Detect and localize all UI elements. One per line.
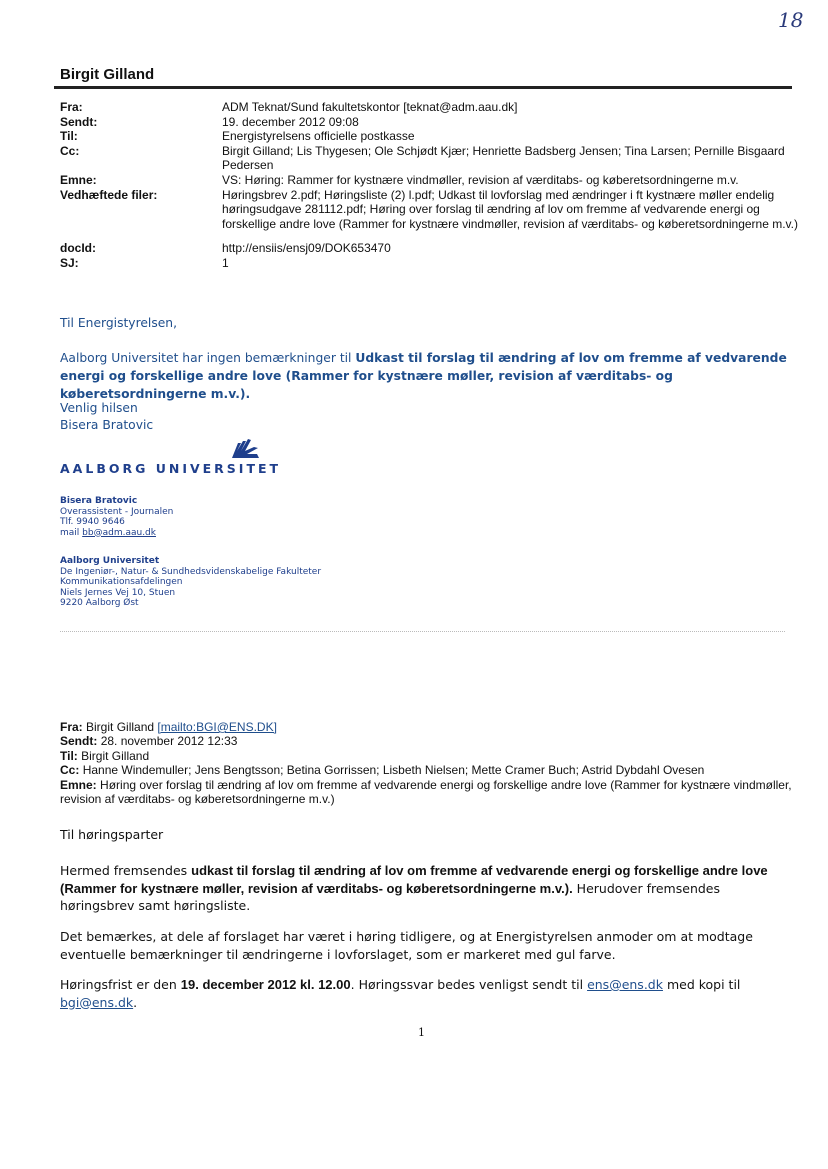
fwd-from-label: Fra: — [60, 720, 83, 734]
fwd-to-value: Birgit Gilland — [81, 748, 150, 763]
reply-text: Aalborg Universitet har ingen bemærkninger til — [60, 351, 352, 365]
body-paragraph-deadline — [60, 976, 800, 1011]
attachments-list[interactable]: Høringsbrev 2.pdf; Høringsliste (2) l.pdf; Udkast til lovforslag med ændringer i ft kystnære møller endelig høringsudgave 281112.pdf; Høring over forslag til ændring af lov om fremme af vedvarende energi og forskellige andre love (Rammer for kystnære vindmøller, revision af værditabs- og køberetsordningerne m.v.) — [222, 187, 798, 231]
header-rule — [54, 86, 792, 89]
signature-title: Overassistent - Journalen — [60, 506, 174, 517]
fwd-mailto-link[interactable]: [mailto:BGI@ENS.DK] — [157, 720, 277, 734]
fwd-subject-label: Emne: — [60, 777, 97, 792]
signature-name: Bisera Bratovic — [60, 496, 138, 506]
signature-org: Aalborg Universitet — [60, 556, 160, 566]
signature-address — [60, 556, 321, 609]
signature-contact — [60, 496, 173, 538]
page-number: 1 — [418, 1026, 425, 1039]
p4-mid2: med kopi til — [666, 977, 741, 992]
header-value: 1 — [222, 255, 229, 270]
header-row-sent — [60, 115, 800, 130]
handwritten-page-mark: 18 — [778, 8, 804, 32]
fwd-cc-label: Cc: — [60, 763, 80, 778]
fwd-cc-value: Hanne Windemuller; Jens Bengtsson; Betina Gorrissen; Lisbeth Nielsen; Mette Cramer Buch; Astrid Dybdahl Ovesen — [82, 763, 705, 778]
bgi-email-link[interactable]: bgi@ens.dk — [60, 994, 134, 1010]
deadline-date: 19. december 2012 kl. 12.00 — [180, 977, 351, 992]
header-row-attachments — [60, 188, 800, 232]
header-row-to — [60, 129, 800, 144]
ens-email-link[interactable]: ens@ens.dk — [587, 977, 663, 992]
p4-end: . — [133, 994, 138, 1010]
docid-value: http://ensiis/ensj09/DOK653470 — [222, 241, 391, 256]
header-row-docid — [60, 241, 800, 256]
header-label: SJ: — [60, 255, 79, 270]
forwarded-header — [60, 720, 800, 806]
header-label: Til: — [60, 129, 78, 144]
fwd-to-label: Til: — [60, 748, 78, 763]
p4-mid: . Høringssvar bedes venligst sendt til — [350, 977, 584, 992]
fwd-from-name: Birgit Gilland — [86, 720, 155, 734]
header-value: VS: Høring: Rammer for kystnære vindmøller, revision af værditabs- og køberetsordningerne m.v. — [222, 172, 739, 187]
reply-closing — [60, 400, 153, 434]
header-value: ADM Teknat/Sund fakultetskontor [teknat@adm.aau.dk] — [222, 100, 518, 114]
reply-bold-text: Udkast til forslag til ændring af lov om fremme af vedvarende energi og forskellige andre love (Rammer for kystnære møller, revision af værditabs- og køberetsordningerne m.v.). — [60, 351, 787, 401]
header-row-sj — [60, 256, 800, 271]
header-row-from — [60, 100, 800, 115]
body-paragraph-submission — [60, 862, 795, 915]
reply-salutation: Til Energistyrelsen, — [60, 316, 178, 330]
p2-tail: Herudover fremsendes høringsbrev samt høringsliste. — [60, 880, 721, 913]
fwd-sent-value: 28. november 2012 12:33 — [100, 734, 238, 749]
signature-phone: Tlf. 9940 9646 — [60, 517, 125, 527]
header-label: Emne: — [60, 172, 97, 187]
p2-lead: Hermed fremsendes — [60, 863, 188, 878]
signer-name: Bisera Bratovic — [60, 418, 154, 432]
closing-text: Venlig hilsen — [60, 401, 138, 415]
signature-city: 9220 Aalborg Øst — [60, 598, 139, 608]
header-value: Birgit Gilland; Lis Thygesen; Ole Schjødt Kjær; Henriette Badsberg Jensen; Tina Larsen; Pernille Bisgaard Pedersen — [222, 143, 785, 173]
signature-mail-label: mail — [60, 527, 80, 538]
header-value: 19. december 2012 09:08 — [222, 114, 359, 129]
header-label: Fra: — [60, 100, 83, 114]
p2-bold: udkast til forslag til ændring af lov om fremme af vedvarende energi og forskellige andre love (Rammer for kystnære møller, revision af værditabs- og køberetsordningerne m.v.). — [60, 863, 768, 896]
body-greeting: Til høringsparter — [60, 827, 164, 842]
fwd-sent-label: Sendt: — [60, 734, 98, 749]
signature-street: Niels Jernes Vej 10, Stuen — [60, 587, 176, 598]
header-row-subject — [60, 173, 800, 188]
signature-dept: Kommunikationsafdelingen — [60, 577, 183, 587]
p4-lead: Høringsfrist er den — [60, 977, 177, 992]
header-label: Cc: — [60, 143, 80, 158]
reply-paragraph — [60, 349, 800, 403]
header-label: Sendt: — [60, 114, 98, 129]
signature-faculty: De Ingeniør-, Natur- & Sundhedsvidenskabelige Fakulteter — [60, 566, 322, 577]
header-label: docId: — [60, 241, 96, 256]
university-logo-icon — [229, 437, 261, 459]
sender-name: Birgit Gilland — [60, 66, 155, 83]
header-label: Vedhæftede filer: — [60, 187, 158, 202]
email-header — [60, 100, 800, 271]
header-row-cc — [60, 144, 800, 173]
fwd-subject-value: Høring over forslag til ændring af lov om fremme af vedvarende energi og forskellige andre love (Rammer for kystnære vindmøller, revision af værditabs- og køberetsordningerne m.v.) — [60, 777, 792, 807]
signature-email-link[interactable]: bb@adm.aau.dk — [82, 527, 156, 538]
body-paragraph-note: Det bemærkes, at dele af forslaget har været i høring tidligere, og at Energistyrelsen anmoder om at modtage eventuelle bemærkninger til ændringerne i lovforslaget, som er markeret med gul farve. — [60, 929, 753, 962]
dotted-separator — [60, 631, 785, 632]
header-value: Energistyrelsens officielle postkasse — [222, 129, 415, 144]
university-logo-text: AALBORG UNIVERSITET — [60, 461, 282, 476]
